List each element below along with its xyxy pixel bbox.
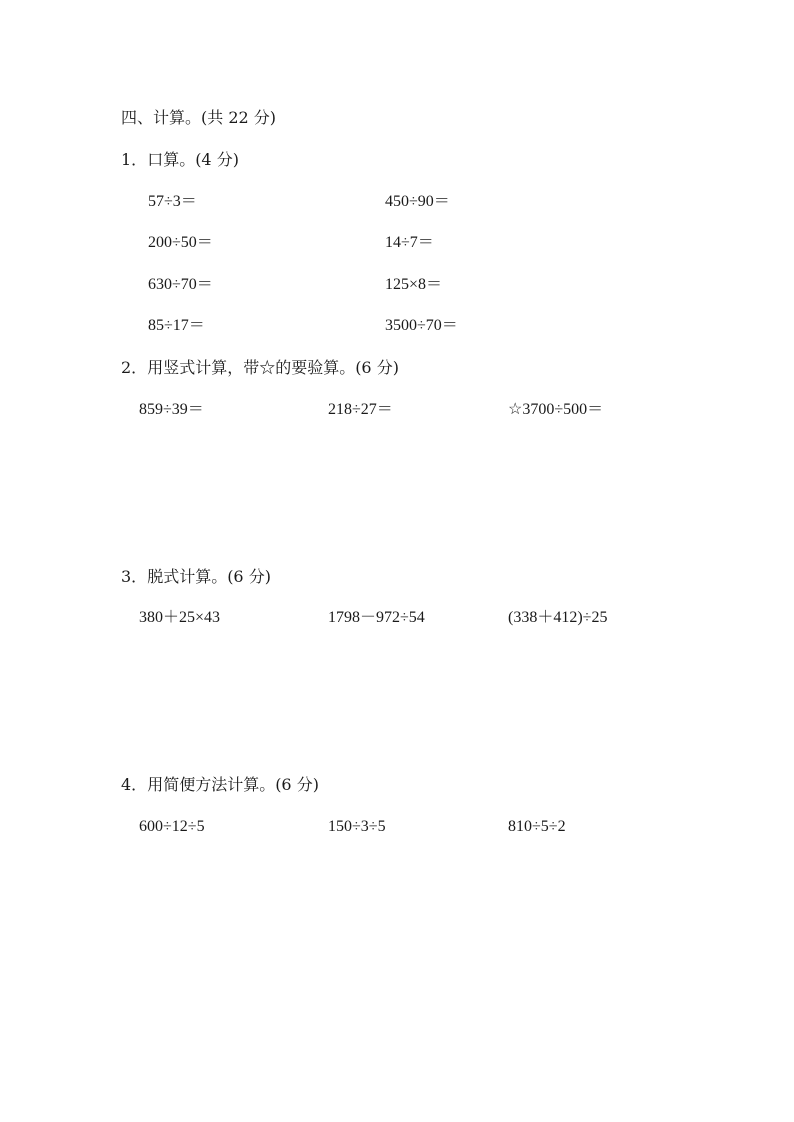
- q1-problem-right-2: 14÷7＝: [385, 234, 434, 251]
- question-1-heading: [121, 150, 239, 170]
- question-2-title: 用竖式计算，带☆的要验算。(6 分): [147, 358, 399, 377]
- question-4-title: 用简便方法计算。(6 分): [147, 775, 319, 794]
- q3-problem-2: 1798－972÷54: [328, 609, 425, 626]
- question-3-number: 3．: [121, 567, 148, 586]
- question-3-title: 脱式计算。(6 分): [147, 567, 271, 586]
- q4-problem-2: 150÷3÷5: [328, 818, 386, 835]
- question-1-number: 1．: [121, 150, 148, 169]
- q3-problem-1: 380＋25×43: [139, 609, 221, 626]
- q4-problem-1: 600÷12÷5: [139, 818, 205, 835]
- q1-problem-left-3: 630÷70＝: [148, 276, 213, 293]
- q1-problem-left-1: 57÷3＝: [148, 193, 197, 210]
- question-4-heading: [121, 775, 319, 795]
- q1-problem-left-2: 200÷50＝: [148, 234, 213, 251]
- q1-problem-right-4: 3500÷70＝: [385, 317, 458, 334]
- q1-problem-right-1: 450÷90＝: [385, 193, 450, 210]
- section-title: 四、计算。(共 22 分): [121, 108, 277, 127]
- question-2-number: 2．: [121, 358, 148, 377]
- q1-problem-right-3: 125×8＝: [385, 276, 443, 293]
- question-2-heading: [121, 358, 399, 378]
- q4-problem-3: 810÷5÷2: [508, 818, 566, 835]
- q2-problem-3: ☆3700÷500＝: [508, 401, 604, 418]
- q1-problem-left-4: 85÷17＝: [148, 317, 205, 334]
- question-1-title: 口算。(4 分): [147, 150, 239, 169]
- question-4-number: 4．: [121, 775, 148, 794]
- question-3-heading: [121, 567, 271, 587]
- q3-problem-3: (338＋412)÷25: [508, 609, 608, 626]
- q2-problem-1: 859÷39＝: [139, 401, 204, 418]
- q2-problem-2: 218÷27＝: [328, 401, 393, 418]
